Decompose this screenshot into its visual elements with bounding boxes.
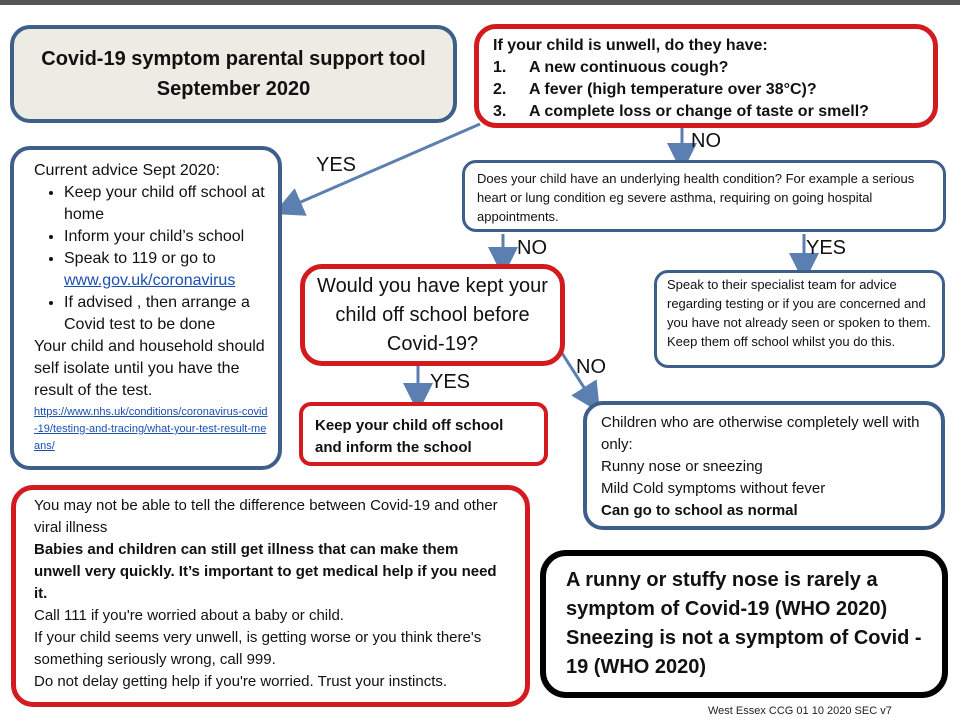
- otherwise-well-box: [583, 401, 945, 530]
- label-yes-right: YES: [806, 237, 847, 259]
- isolate-text: Your child and household should self isolate until you have the result of the test.: [34, 338, 265, 399]
- symptom-heading: If your child is unwell, do they have:: [493, 37, 768, 54]
- advice-item: • Keep your child off school at home: [64, 182, 268, 226]
- runny-nose-fact-text: A runny or stuffy nose is rarely a symptom of Covid-19 (WHO 2020) Sneezing is not a symptom of Covid - 19 (WHO 2020): [566, 569, 922, 678]
- label-no-top: NO: [691, 130, 721, 152]
- otherwise-well-line: Children who are otherwise completely well with only:: [601, 414, 920, 453]
- title-line-2: September 2020: [156, 78, 311, 100]
- runny-nose-fact-box: [540, 550, 948, 698]
- go-to-school-text: Can go to school as normal: [601, 502, 798, 519]
- label-yes-top: YES: [316, 154, 357, 176]
- title-line-1: Covid-19 symptom parental support tool: [41, 48, 426, 70]
- warning-bold-text: Babies and children can still get illness that can make them unwell very quickly. It’s important to get medical help if you need it.: [34, 541, 497, 602]
- specialist-advice-text: Speak to their specialist team for advice regarding testing or if you are concerned and you have not already seen or spoken to them. Keep them off school whilst you do this.: [667, 277, 931, 349]
- footer-credit: West Essex CCG 01 10 2020 SEC v7: [708, 705, 892, 717]
- kept-off-question-text: Would you have kept your child off school before Covid-19?: [317, 274, 548, 355]
- title-box: [10, 25, 457, 123]
- keep-off-school-box: [299, 402, 548, 466]
- otherwise-well-line: Runny nose or sneezing: [601, 458, 763, 475]
- warning-line: If your child seems very unwell, is getting worse or you think there's something seriously wrong, call 999.: [34, 629, 482, 668]
- kept-off-question-box: [300, 264, 565, 366]
- specialist-advice-box: [654, 270, 945, 368]
- symptom-item: 2. A fever (high temperature over 38°C)?: [493, 81, 817, 98]
- warning-line: You may not be able to tell the difference between Covid-19 and other viral illness: [34, 497, 498, 536]
- otherwise-well-line: Mild Cold symptoms without fever: [601, 480, 826, 497]
- advice-item: • Speak to 119 or go to www.gov.uk/coronavirus: [64, 248, 268, 292]
- advice-item: • If advised , then arrange a Covid test to be done: [64, 292, 268, 336]
- underlying-condition-text: Does your child have an underlying health condition? For example a serious heart or lung condition eg severe asthma, requiring on going hospital appointments.: [477, 171, 915, 224]
- advice-heading: Current advice Sept 2020:: [34, 162, 220, 179]
- underlying-condition-box: [462, 160, 946, 232]
- warning-line: Do not delay getting help if you're worried. Trust your instincts.: [34, 673, 448, 690]
- symptom-item: 1. A new continuous cough?: [493, 59, 729, 76]
- advice-list: [34, 182, 268, 336]
- medical-help-warning-box: [11, 485, 530, 707]
- symptom-question-box: [474, 24, 938, 128]
- warning-line: Call 111 if you're worried about a baby or child.: [34, 607, 344, 624]
- advice-item: • Inform your child’s school: [64, 226, 268, 248]
- label-no-mid: NO: [517, 237, 547, 259]
- label-no-center: NO: [576, 356, 606, 378]
- gov-uk-link[interactable]: www.gov.uk/coronavirus: [64, 272, 236, 289]
- keep-off-school-text: Keep your child off school and inform the school: [315, 417, 504, 456]
- symptom-item: 3. A complete loss or change of taste or smell?: [493, 103, 869, 120]
- label-yes-center: YES: [430, 371, 471, 393]
- nhs-link[interactable]: https://www.nhs.uk/conditions/coronavirus-covid-19/testing-and-tracing/what-your-test-result-means/: [34, 406, 268, 452]
- current-advice-box: [10, 146, 282, 470]
